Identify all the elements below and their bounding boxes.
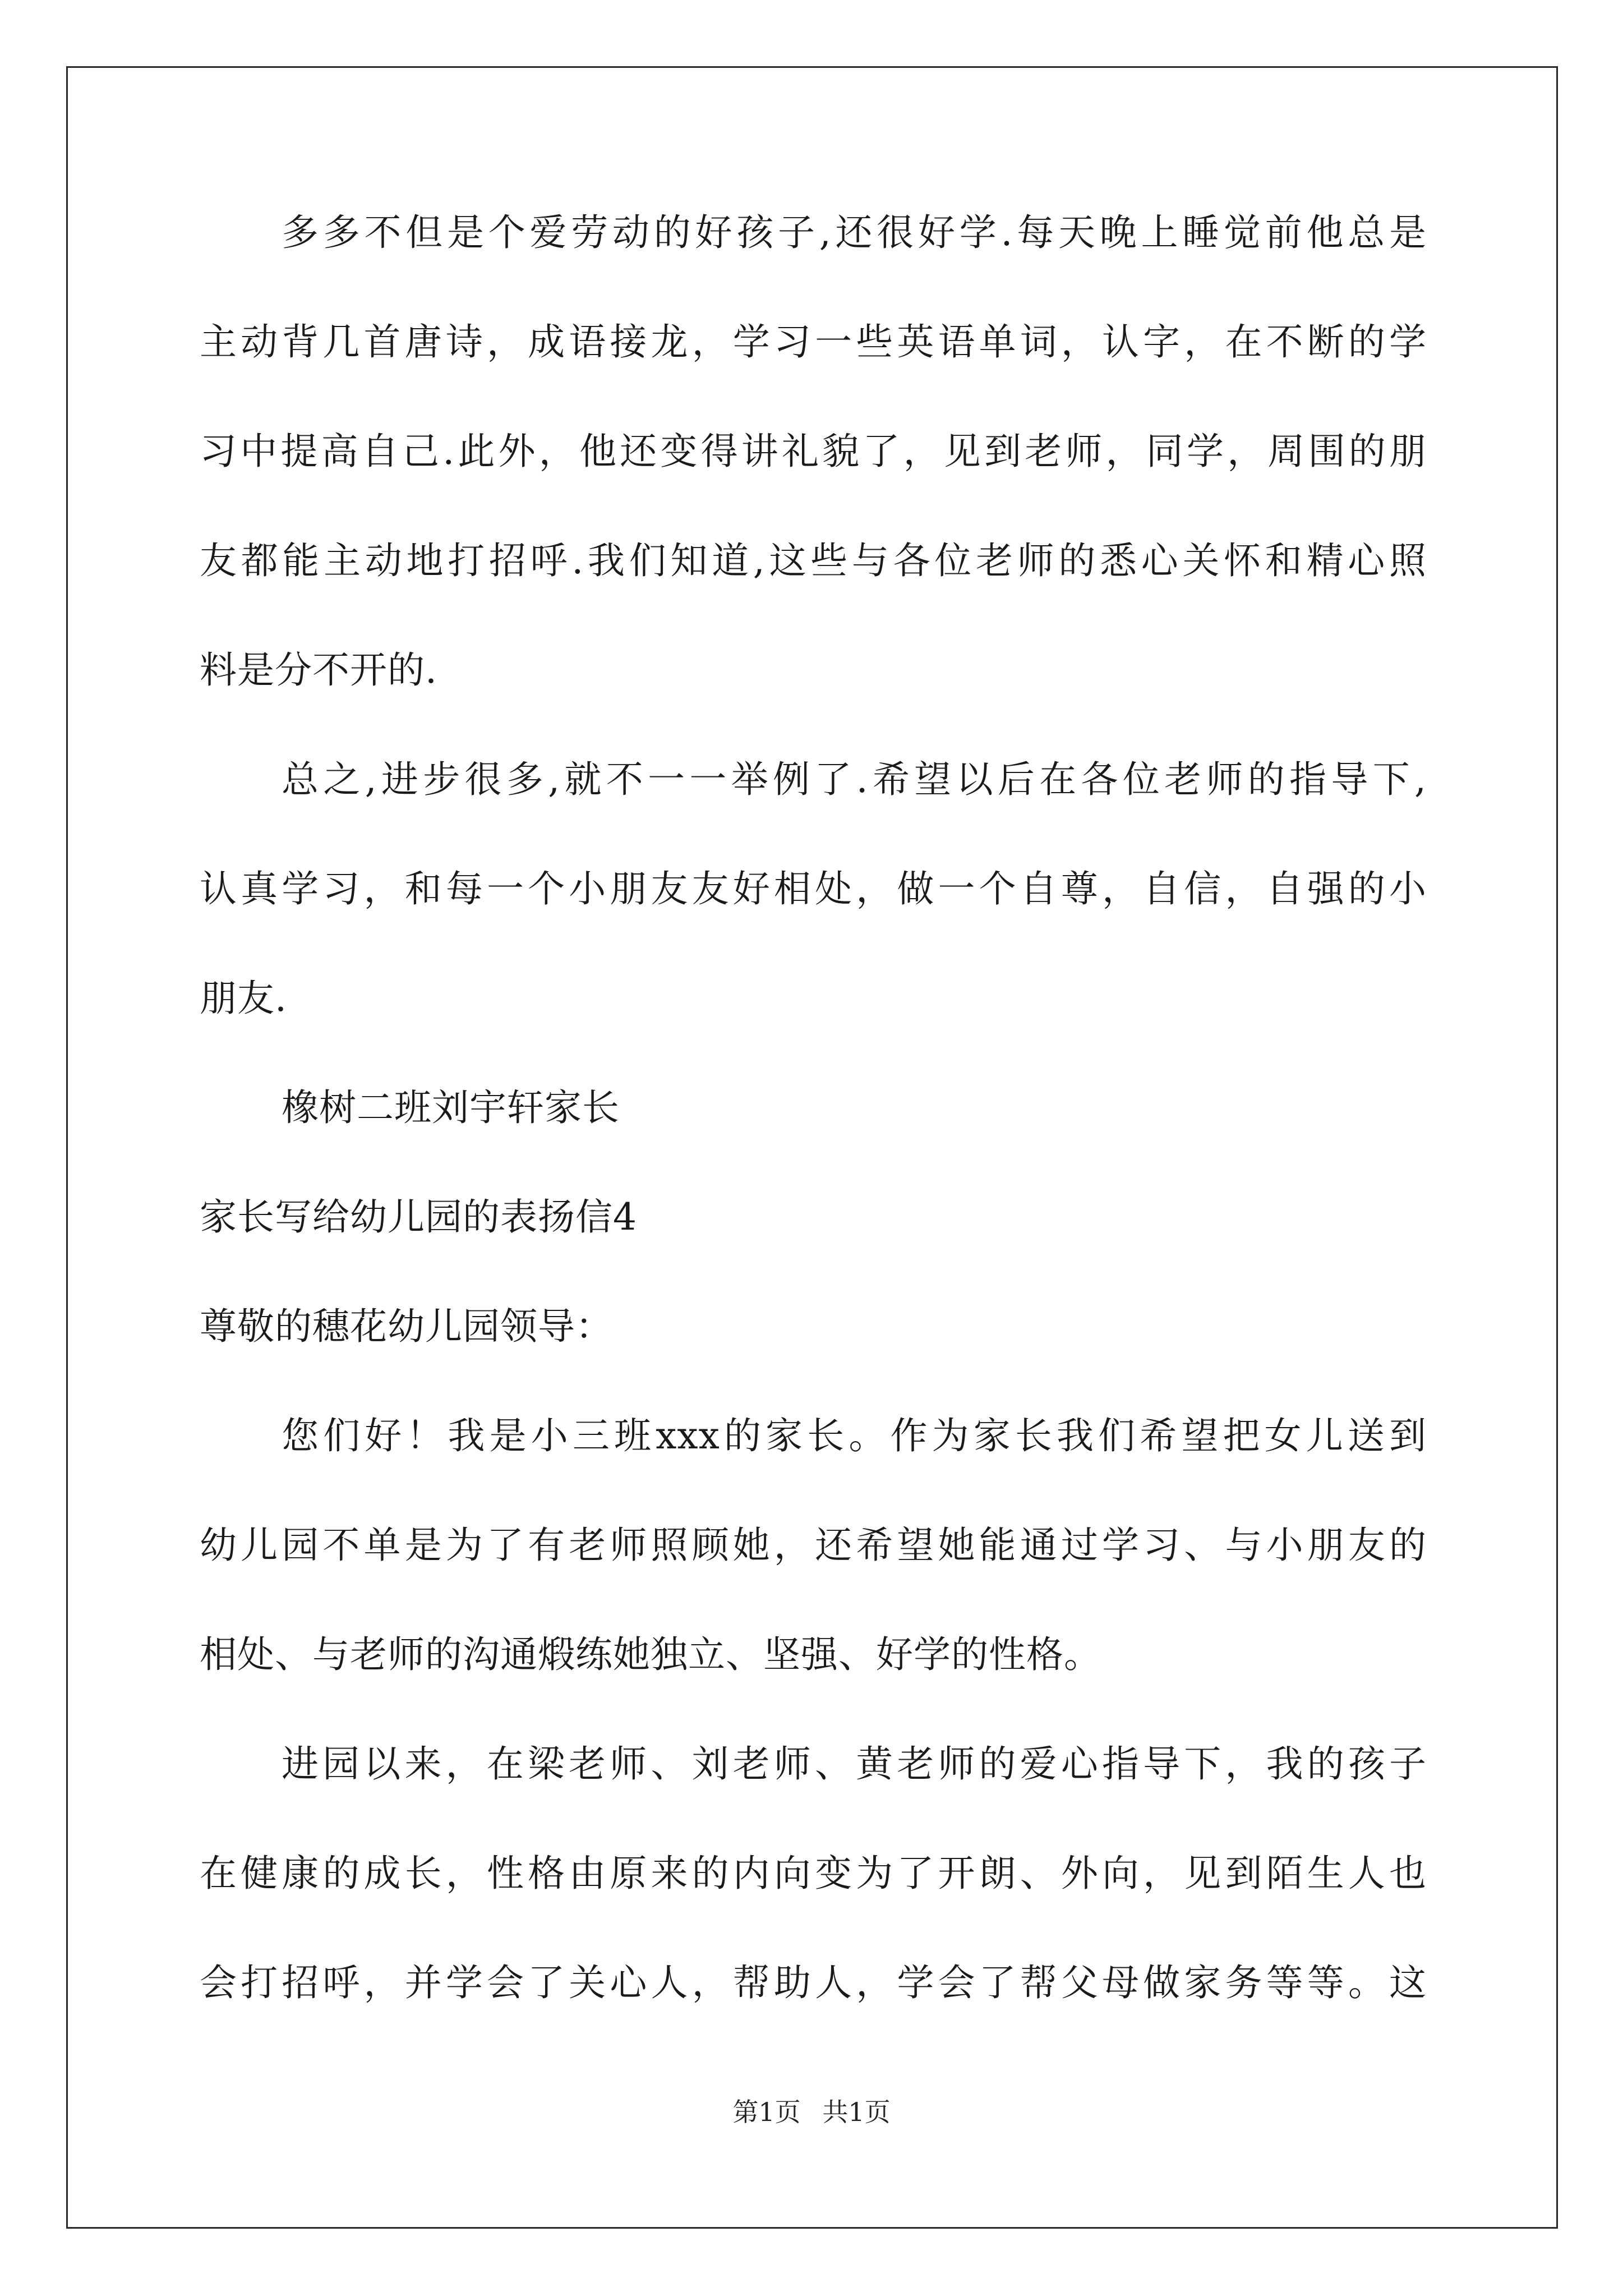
paragraph-line: 习中提高自己.此外，他还变得讲礼貌了，见到老师，同学，周围的朋 — [200, 430, 1427, 473]
paragraph-line: 幼儿园不单是为了有老师照顾她，还希望她能通过学习、与小朋友的 — [200, 1524, 1427, 1567]
page-border — [66, 66, 1558, 2229]
paragraph-line: 主动背几首唐诗，成语接龙，学习一些英语单词，认字，在不断的学 — [200, 320, 1427, 364]
paragraph-line: 认真学习，和每一个小朋友友好相处，做一个自尊，自信，自强的小 — [200, 867, 1427, 910]
paragraph-line: 友都能主动地打招呼.我们知道,这些与各位老师的悉心关怀和精心照 — [200, 539, 1427, 582]
salutation: 尊敬的穗花幼儿园领导： — [200, 1305, 613, 1348]
page-number: 第1页 — [732, 2097, 801, 2127]
paragraph-line: 多多不但是个爱劳动的好孩子,还很好学.每天晚上睡觉前他总是 — [282, 211, 1427, 254]
paragraph-line: 会打招呼，并学会了关心人，帮助人，学会了帮父母做家务等等。这 — [200, 1961, 1427, 2004]
section-heading: 家长写给幼儿园的表扬信4 — [200, 1195, 637, 1239]
paragraph-line: 总之,进步很多,就不一一举例了.希望以后在各位老师的指导下, — [282, 758, 1427, 801]
signature-line: 橡树二班刘宇轩家长 — [282, 1086, 620, 1129]
paragraph-line: 进园以来，在梁老师、刘老师、黄老师的爱心指导下，我的孩子 — [282, 1742, 1427, 1786]
page-footer — [0, 2095, 1623, 2129]
paragraph-line: 相处、与老师的沟通煅练她独立、坚强、好学的性格。 — [200, 1633, 1101, 1676]
paragraph-line: 在健康的成长，性格由原来的内向变为了开朗、外向，见到陌生人也 — [200, 1852, 1427, 1895]
paragraph-line: 料是分不开的. — [200, 648, 437, 692]
page-total: 共1页 — [822, 2097, 891, 2127]
paragraph-line: 朋友. — [200, 977, 287, 1020]
paragraph-line: 您们好！我是小三班xxx的家长。作为家长我们希望把女儿送到 — [282, 1414, 1427, 1457]
